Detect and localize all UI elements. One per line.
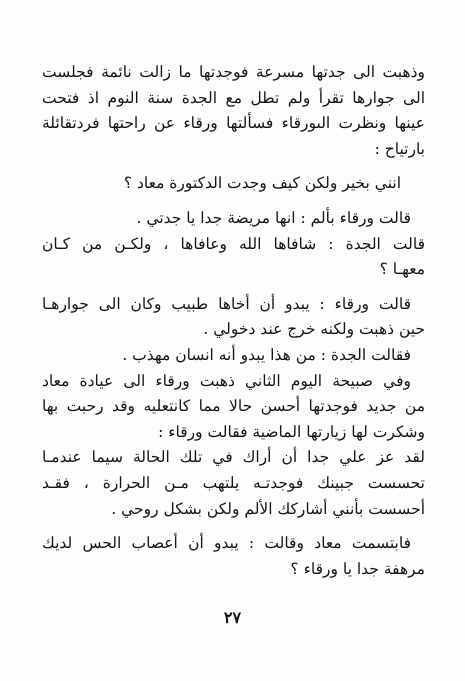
text-line: فقالت الجدة : من هذا يبدو أنه انسان مهذب . [122, 345, 411, 364]
text-line: انني بخير ولكن كيف وجدت الدكتورة معاد ؟ [123, 174, 401, 193]
text-line: عينها ونظرت الىورقاء فسألتها ورقاء عن راحتها فردتقائلة [42, 114, 425, 133]
text-line: أحسست بأنني أشاركك الألم ولكن بشكل روحي . [111, 499, 425, 518]
text-line: معهـا ؟ [379, 260, 425, 279]
page-number: ٢٧ [223, 608, 242, 627]
text-line: وشكرت لها زيارتها الماضية فقالت ورقاء : [158, 422, 425, 441]
text-line: من جديد فوجدتها أحسن حالا مما كانتعليه وقد رحبت بها [42, 397, 425, 416]
text-line: قالت الجدة : شافاها الله وعافاها ، ولكـن من كـان [42, 234, 425, 253]
text-line: وذهبت الى جدتها مسرعة فوجدتها ما زالت نائمة فجلست [42, 63, 425, 81]
text-line: قالت ورقاء : يبدو أن أخاها طبيب وكان الى جوارهـا [42, 294, 411, 313]
text-line: تحسست جبينك فوجدتـه يلتهب مـن الحرارة ، فقـد [42, 473, 425, 492]
text-line: قالت ورقاء بألم : انها مريضة جدا يا جدتي . [136, 208, 411, 227]
text-line: مرهفة جدا يا ورقاء ؟ [290, 559, 425, 578]
text-line: فابتسمت معاد وقالت : يبدو أن أعصاب الحس لديك [42, 534, 411, 553]
text-line: الى جوارها تقرأ ولم تطل مع الجدة سنة النوم اذ فتحت [42, 88, 425, 107]
body-text [42, 60, 425, 582]
text-line: وفي صبيحة اليوم الثاني ذهبت ورقاء الى عيادة معاد [42, 371, 411, 390]
text-line: حين ذهبت ولكنه خرج عند دخولي . [203, 320, 425, 339]
text-line: بارتياح : [374, 139, 425, 158]
text-line: لقد عز علي جدا أن أراك في تلك الحالة سيما عندمـا [42, 448, 425, 467]
